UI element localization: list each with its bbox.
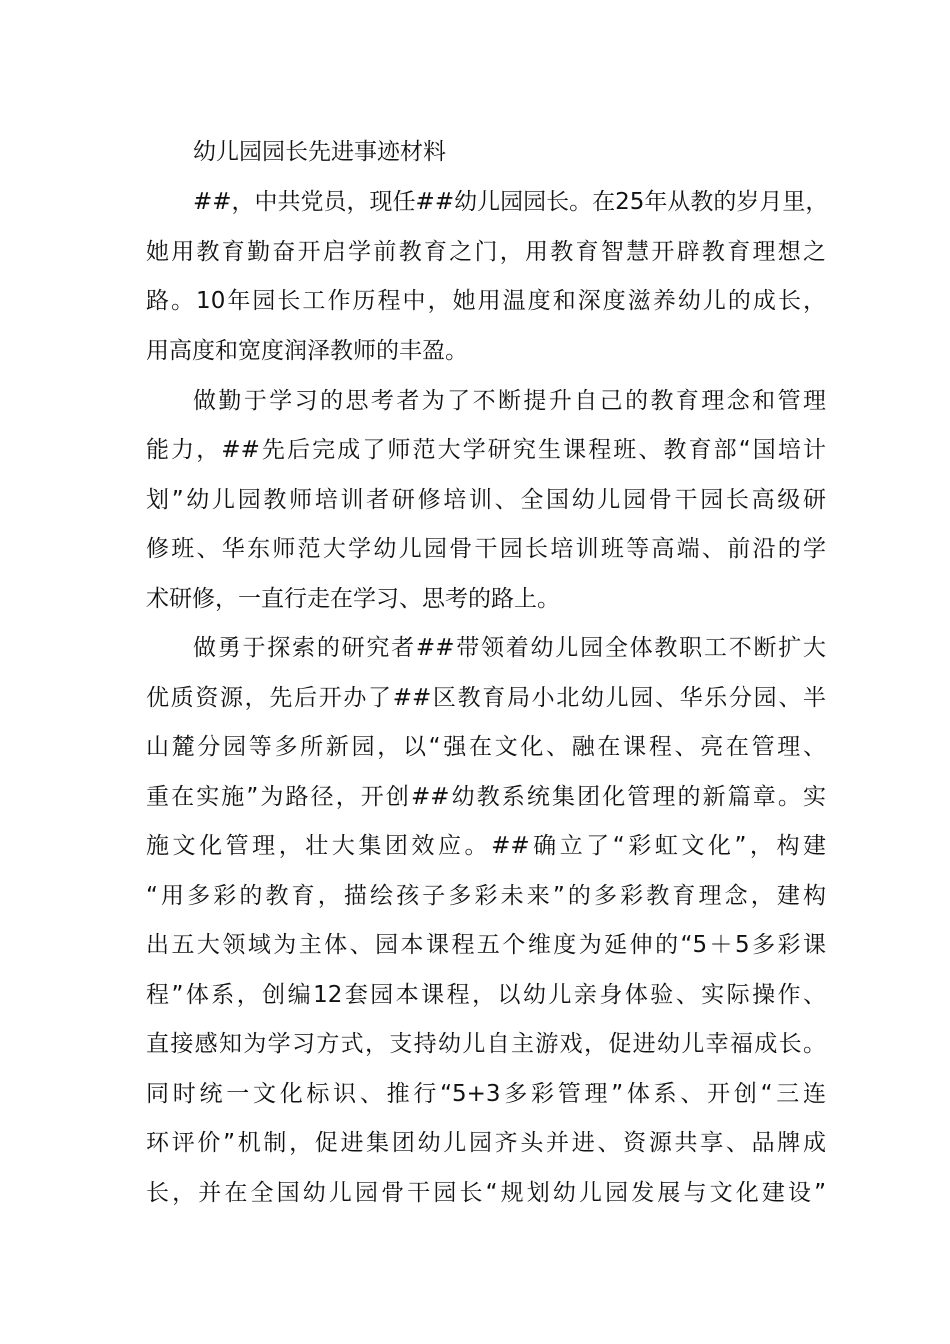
paragraph-line: 划”幼儿园教师培训者研修培训、全国幼儿园骨干园长高级研 xyxy=(146,487,826,513)
paragraph-line: 长，并在全国幼儿园骨干园长“规划幼儿园发展与文化建设” xyxy=(146,1180,826,1206)
paragraph-line: 用高度和宽度润泽教师的丰盈。 xyxy=(146,338,468,364)
paragraph-line: 重在实施”为路径，开创##幼教系统集团化管理的新篇章。实 xyxy=(146,784,826,810)
paragraph-line: 环评价”机制，促进集团幼儿园齐头并进、资源共享、品牌成 xyxy=(146,1130,826,1156)
paragraph-line: 修班、华东师范大学幼儿园骨干园长培训班等高端、前沿的学 xyxy=(146,536,826,562)
document-title: 幼儿园园长先进事迹材料 xyxy=(193,139,446,165)
paragraph-line: 直接感知为学习方式，支持幼儿自主游戏，促进幼儿幸福成长。 xyxy=(146,1031,826,1057)
paragraph-line: 做勇于探索的研究者##带领着幼儿园全体教职工不断扩大 xyxy=(193,635,826,661)
paragraph-line: 程”体系，创编12套园本课程，以幼儿亲身体验、实际操作、 xyxy=(146,982,826,1008)
paragraph-line: 她用教育勤奋开启学前教育之门，用教育智慧开辟教育理想之 xyxy=(146,239,826,265)
paragraph-line: 施文化管理，壮大集团效应。##确立了“彩虹文化”，构建 xyxy=(146,833,826,859)
paragraph-line: 做勤于学习的思考者为了不断提升自己的教育理念和管理 xyxy=(193,388,826,414)
paragraph-line: “用多彩的教育，描绘孩子多彩未来”的多彩教育理念，建构 xyxy=(146,883,826,909)
paragraph-line: 路。10年园长工作历程中，她用温度和深度滋养幼儿的成长， xyxy=(146,288,826,314)
paragraph-line: ##，中共党员，现任##幼儿园园长。在25年从教的岁月里， xyxy=(193,189,829,215)
paragraph-line: 同时统一文化标识、推行“5+3多彩管理”体系、开创“三连 xyxy=(146,1081,826,1107)
paragraph-line: 术研修，一直行走在学习、思考的路上。 xyxy=(146,586,560,612)
paragraph-line: 出五大领域为主体、园本课程五个维度为延伸的“5＋5多彩课 xyxy=(146,932,826,958)
paragraph-line: 优质资源，先后开办了##区教育局小北幼儿园、华乐分园、半 xyxy=(146,685,826,711)
paragraph-line: 能力，##先后完成了师范大学研究生课程班、教育部“国培计 xyxy=(146,437,826,463)
paragraph-line: 山麓分园等多所新园，以“强在文化、融在课程、亮在管理、 xyxy=(146,734,826,760)
